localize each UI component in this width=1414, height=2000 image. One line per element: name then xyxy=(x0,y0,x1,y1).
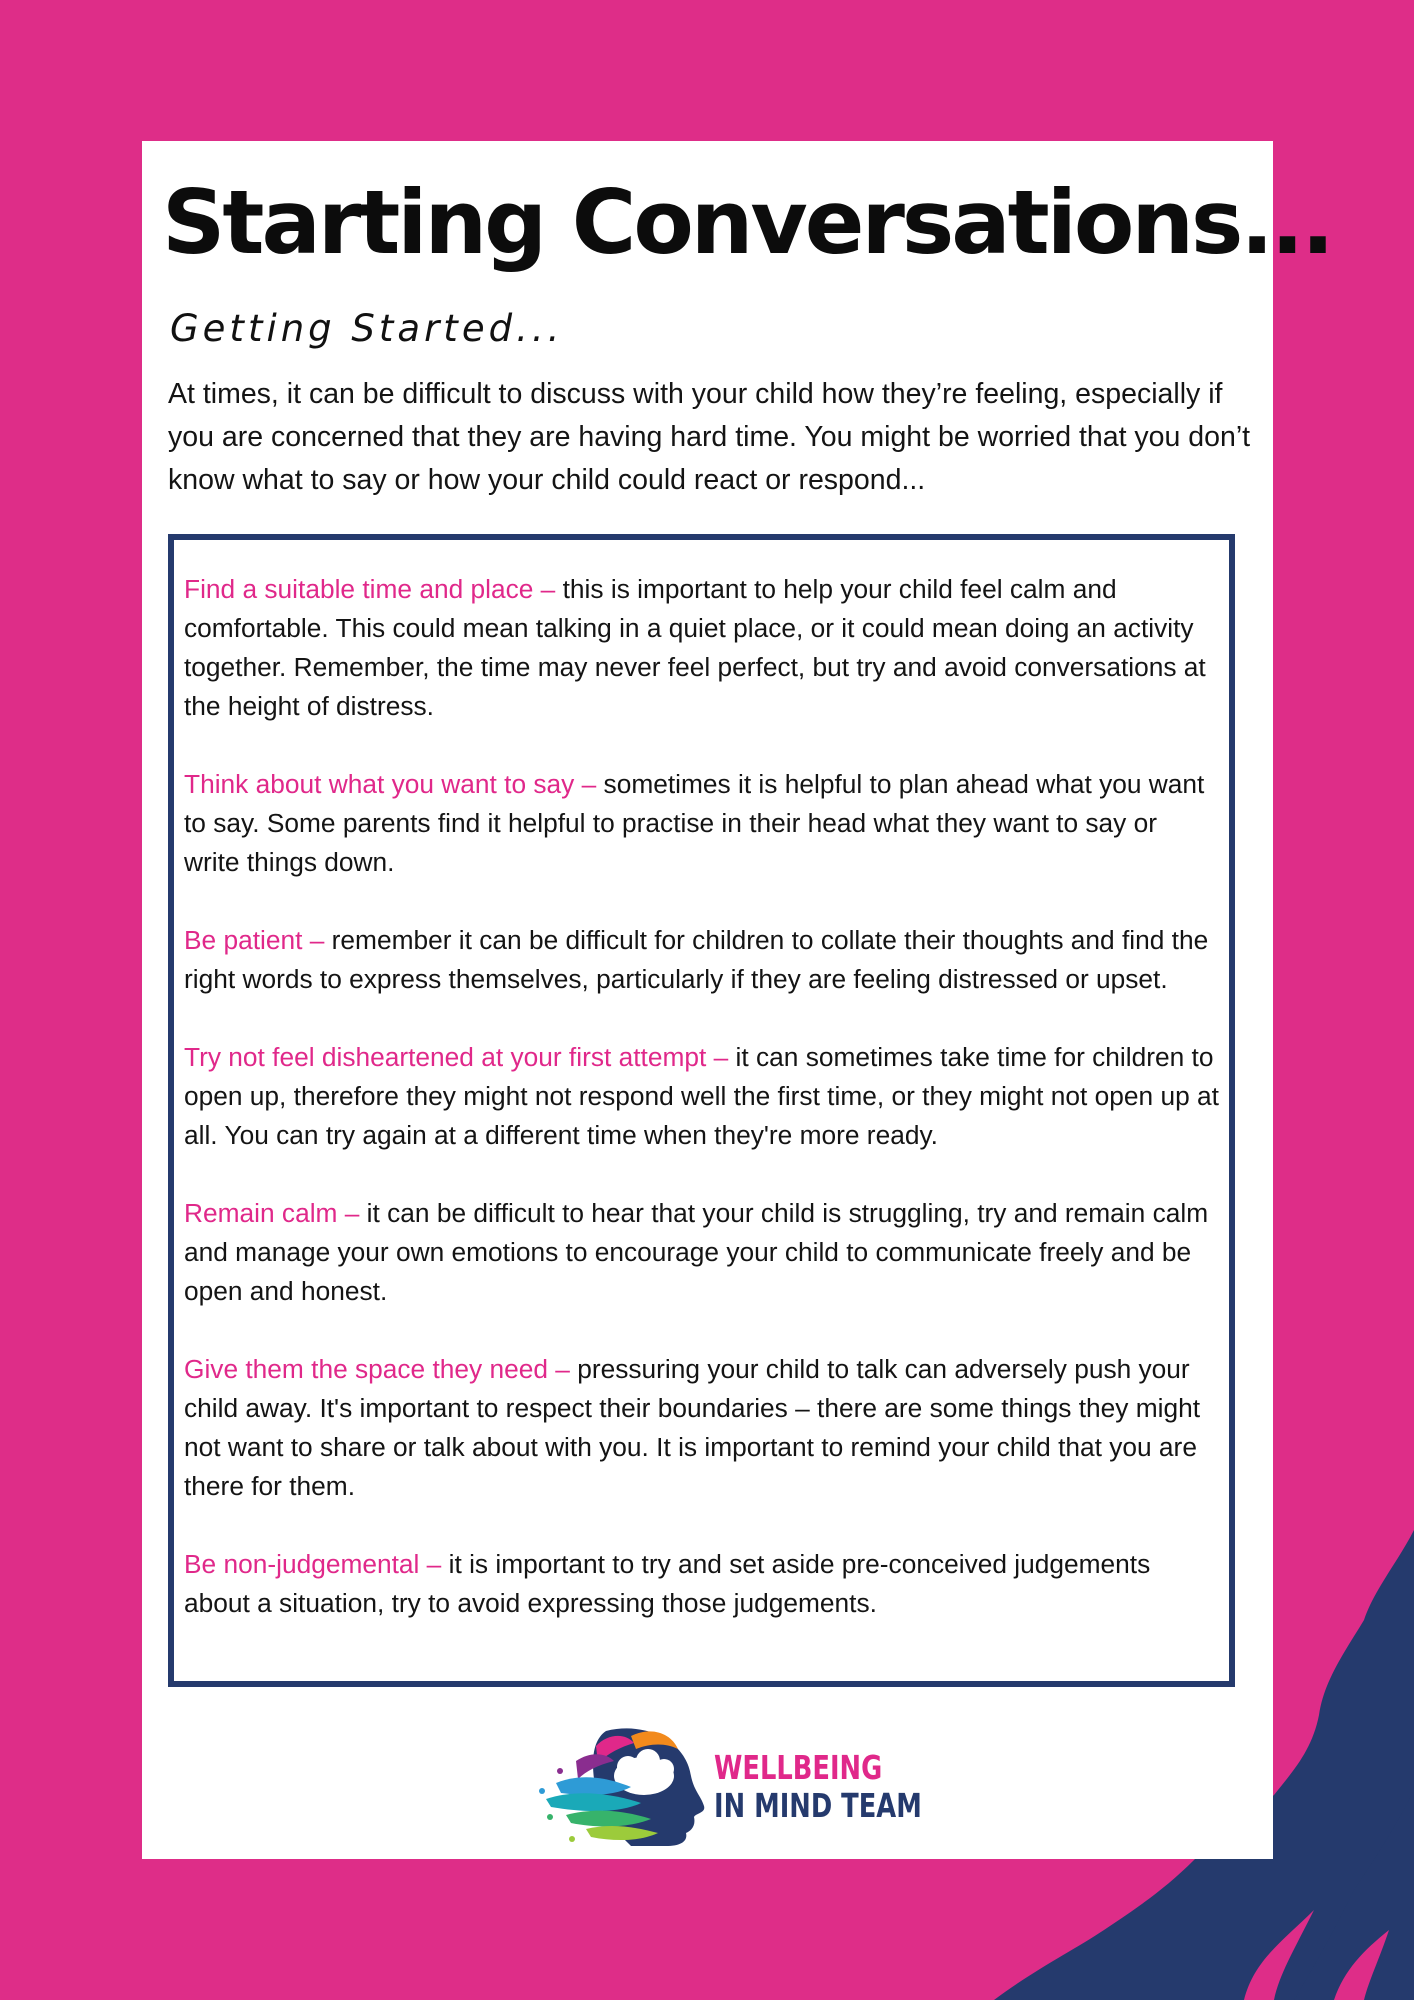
head-waves-logo-icon xyxy=(536,1721,716,1856)
page-title: Starting Conversations... xyxy=(162,171,1332,274)
tip-item xyxy=(184,1545,1219,1623)
tip-item xyxy=(184,921,1219,999)
tip-heading: Find a suitable time and place – xyxy=(184,574,556,604)
tip-heading: Be patient – xyxy=(184,925,325,955)
section-subtitle: Getting Started... xyxy=(170,307,564,350)
tip-heading: Be non-judgemental – xyxy=(184,1549,442,1579)
tip-text: pressuring your child to talk can adversely push your child away. It's important to respect their boundaries – there are some things they might not want to share or talk about with you. It is important to remind your child that you are there for them. xyxy=(184,1354,1201,1501)
tip-text: this is important to help your child feel calm and comfortable. This could mean talking in a quiet place, or it could mean doing an activity together. Remember, the time may never feel perfect, but try and avoid conversations at the height of distress. xyxy=(184,574,1206,721)
tip-text: it is important to try and set aside pre-conceived judgements about a situation, try to avoid expressing those judgements. xyxy=(184,1549,1151,1618)
logo-line-wellbeing: WELLBEING xyxy=(714,1748,883,1787)
tip-text: it can be difficult to hear that your child is struggling, try and remain calm and manage your own emotions to encourage your child to communicate freely and be open and honest. xyxy=(184,1198,1209,1306)
wellbeing-logo xyxy=(536,1721,922,1856)
tip-item xyxy=(184,1350,1219,1506)
tips-box xyxy=(168,534,1235,1687)
tip-text: it can sometimes take time for children to open up, therefore they might not respond well the first time, or they might not open up at all. You can try again at a different time when they're more ready. xyxy=(184,1042,1219,1150)
tip-heading: Give them the space they need – xyxy=(184,1354,570,1384)
tip-heading: Think about what you want to say – xyxy=(184,769,597,799)
tip-item xyxy=(184,570,1219,726)
content-card xyxy=(142,141,1332,1859)
tip-heading: Try not feel disheartened at your first attempt – xyxy=(184,1042,729,1072)
tip-item xyxy=(184,1194,1219,1311)
intro-paragraph: At times, it can be difficult to discuss with your child how they’re feeling, especially if you are concerned that they are having hard time. You might be worried that you don’t know what to say or how your child could react or respond... xyxy=(168,378,1251,496)
tip-item xyxy=(184,765,1219,882)
tip-heading: Remain calm – xyxy=(184,1198,360,1228)
tip-text: remember it can be difficult for children to collate their thoughts and find the right words to express themselves, particularly if they are feeling distressed or upset. xyxy=(184,925,1209,994)
tip-text: sometimes it is helpful to plan ahead what you want to say. Some parents find it helpful to practise in their head what they want to say or write things down. xyxy=(184,769,1205,877)
logo-wordmark xyxy=(714,1749,922,1825)
logo-line-team: IN MIND TEAM xyxy=(714,1786,922,1825)
tip-item xyxy=(184,1038,1219,1155)
